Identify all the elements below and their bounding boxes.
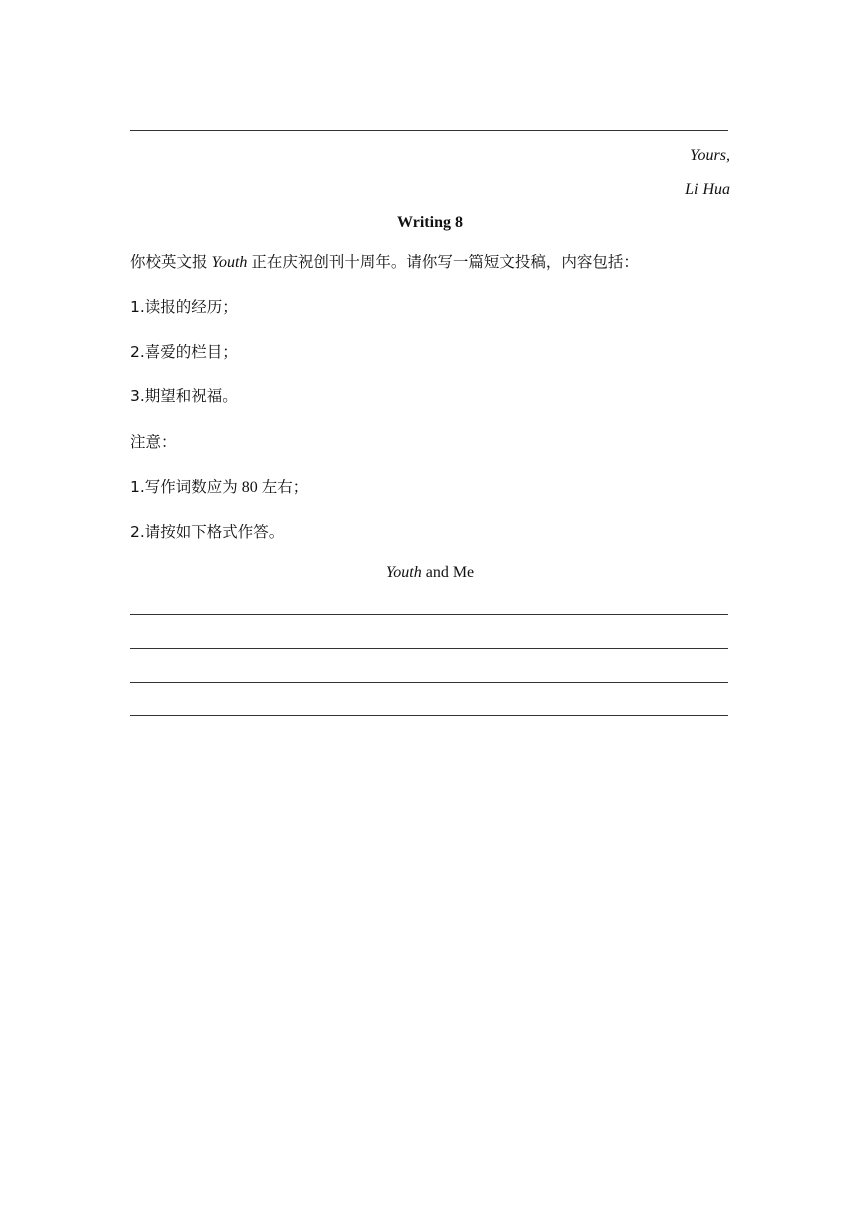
note-1	[130, 477, 730, 498]
content-point-3: 3.期望和祝福。	[130, 387, 238, 405]
newspaper-name: Youth	[211, 254, 248, 271]
answer-line-previous	[130, 130, 728, 131]
answer-line-2	[130, 648, 728, 649]
essay-title-italic: Youth	[385, 564, 422, 581]
content-point-2: 2.喜爱的栏目；	[130, 343, 238, 361]
answer-line-1	[130, 614, 728, 615]
closing-signature: Li Hua	[685, 181, 730, 198]
section-title: Writing 8	[397, 214, 463, 231]
task-intro-end: 正在庆祝创刊十周年。请你写一篇短文投稿，内容包括：	[251, 253, 639, 271]
essay-title	[130, 563, 730, 583]
note-2: 2.请按如下格式作答。	[130, 523, 285, 541]
task-intro	[130, 252, 730, 273]
note-1-end: 左右；	[261, 478, 309, 496]
answer-line-4	[130, 715, 728, 716]
essay-title-rest: and Me	[425, 564, 475, 581]
note-1-start: 1.写作词数应为	[130, 478, 238, 496]
notes-label: 注意：	[130, 433, 177, 451]
answer-line-3	[130, 682, 728, 683]
task-intro-start: 你校英文报	[130, 253, 208, 271]
closing-yours: Yours,	[690, 147, 730, 164]
note-1-number: 80	[241, 479, 258, 496]
content-point-1: 1.读报的经历；	[130, 298, 238, 316]
